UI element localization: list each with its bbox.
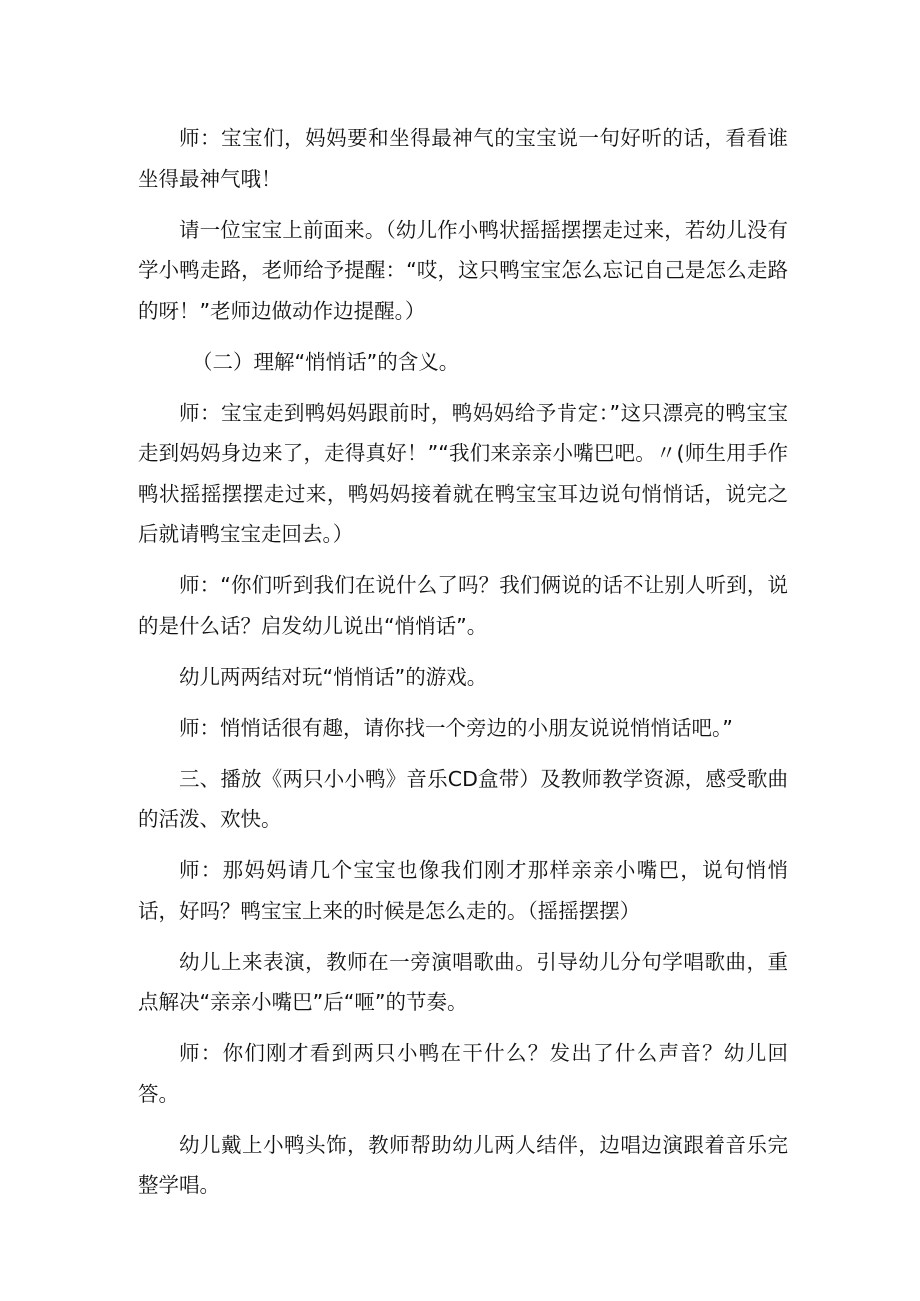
paragraph-perform-song: 幼儿上来表演，教师在一旁演唱歌曲。引导幼儿分句学唱歌曲，重点解决“亲亲小嘴巴”后“咂”的节奏。 — [138, 949, 788, 1014]
document-body — [138, 118, 788, 1216]
paragraph-what-ducks-do: 师：你们刚才看到两只小鸭在干什么？发出了什么声音？幼儿回答。 — [138, 1041, 788, 1106]
paragraph-invite-child: 请一位宝宝上前面来。（幼儿作小鸭状摇摇摆摆走过来，若幼儿没有学小鸭走路，老师给予提醒：“哎，这只鸭宝宝怎么忘记自己是怎么走路的呀！”老师边做动作边提醒。） — [138, 217, 788, 323]
section-heading-whisper-meaning: （二）理解“悄悄话”的含义。 — [192, 349, 460, 374]
paragraph-teacher-intro: 师：宝宝们，妈妈要和坐得最神气的宝宝说一句好听的话，看看谁坐得最神气哦！ — [138, 126, 788, 191]
paragraph-duck-mother-praise: 师：宝宝走到鸭妈妈跟前时，鸭妈妈给予肯定：”这只漂亮的鸭宝宝走到妈妈身边来了，走得真好！”“我们来亲亲小嘴巴吧。〃(师生用手作鸭状摇摇摆摆走过来，鸭妈妈接着就在鸭宝宝耳边说句悄悄话，说完之后就请鸭宝宝走回去。） — [138, 400, 788, 546]
paragraph-teacher-question: 师：“你们听到我们在说什么了吗？我们俩说的话不让别人听到，说的是什么话？启发幼儿说出“悄悄话”。 — [138, 573, 788, 638]
paragraph-invite-kisses: 师：那妈妈请几个宝宝也像我们刚才那样亲亲小嘴巴，说句悄悄话，好吗？鸭宝宝上来的时候是怎么走的。（摇摇摆摆） — [138, 858, 788, 923]
paragraph-whisper-fun: 师：悄悄话很有趣，请你找一个旁边的小朋友说说悄悄话吧。” — [179, 715, 733, 740]
paragraph-pair-game: 幼儿两两结对玩“悄悄话”的游戏。 — [179, 664, 488, 689]
section-heading-play-music: 三、播放《两只小小鸭》音乐CD盒带）及教师教学资源，感受歌曲的活泼、欢快。 — [138, 766, 788, 831]
paragraph-headwear-sing: 幼儿戴上小鸭头饰，教师帮助幼儿两人结伴，边唱边演跟着音乐完整学唱。 — [138, 1132, 788, 1197]
